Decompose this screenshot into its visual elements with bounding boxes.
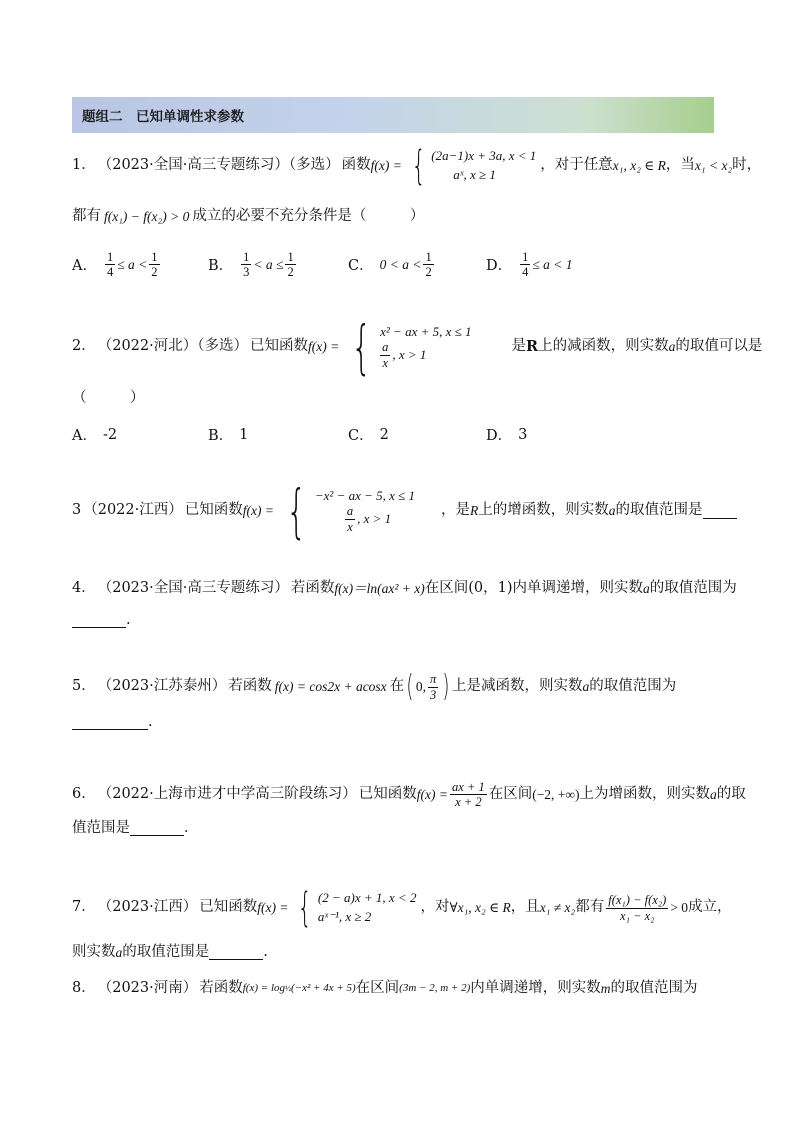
q3-var: a [608, 502, 616, 518]
q6-line2: 值范围是 [72, 820, 130, 836]
q3-piecewise: { −x² − ax − 5, x ≤ 1 $\frac{a}{x}$ , x > 1 [286, 477, 416, 545]
question-8-line-1 [72, 980, 697, 997]
q7-text-a: ，对 [420, 899, 450, 916]
question-5-line-1 [72, 669, 677, 704]
q3-case-2-den: x [347, 519, 353, 534]
q2-option-c[interactable] [348, 424, 389, 445]
q2-option-d-text: 3 [518, 426, 528, 443]
q6-interval: (−2, +∞) [532, 786, 580, 802]
q1-fx: f(x) = [370, 157, 402, 173]
q7-case-1: (2 − a)x + 1, x < 2 [317, 890, 417, 906]
q2-option-b-label: B． [208, 428, 234, 444]
q8-interval: (3m − 2, m + 2) [399, 982, 471, 995]
q4-end: . [126, 612, 131, 628]
q1-line2-prefix: 都有 [72, 208, 101, 224]
q5-end: . [148, 714, 153, 730]
q1-tail-b: ，当 [665, 157, 695, 174]
q6-text-c: 上为增函数，则实数 [579, 786, 711, 803]
q2-tail-c: 的取值可以是 [675, 338, 763, 355]
q8-text-a: 若函数 [199, 980, 243, 996]
q1-option-a-label: A． [72, 258, 97, 275]
q7-number: 7． [72, 899, 96, 916]
q2-option-b[interactable] [208, 424, 248, 445]
question-3-line-1 [72, 477, 737, 545]
q2-var: a [668, 338, 676, 354]
q7-frac-den: x₁ − x₂ [620, 908, 655, 923]
q1-vars: x₁, x₂ ∈ R [612, 157, 666, 173]
q8-number: 8． [72, 980, 96, 996]
q2-case-2-cond: , x > 1 [392, 347, 427, 362]
q1-option-d[interactable]: D． $\frac{1}{4}$ ≤ a < 1 [486, 250, 573, 280]
q5-var: a [582, 678, 590, 694]
q3-answer-blank[interactable] [703, 504, 737, 519]
q7-source: （2023·江西） [97, 899, 198, 916]
q2-case-1: x² − ax + 5, x ≤ 1 [380, 324, 472, 339]
q1-cond: x₁ < x₂ [694, 157, 733, 173]
q3-source: （2022·江西） [83, 502, 183, 519]
q5-source: （2023·江苏泰州） [97, 678, 227, 695]
q2-fx: f(x) = [308, 338, 340, 354]
q4-text-c: 的取值范围为 [649, 580, 737, 596]
q2-option-d[interactable] [486, 424, 527, 445]
q1-line2-math: f(x₁) − f(x₂) > 0 [104, 208, 190, 224]
section-title: 题组二 已知单调性求参数 [82, 109, 244, 125]
question-7-line-1 [72, 885, 732, 931]
q7-gt: > 0 [670, 899, 689, 915]
q7-text-d: 成立， [688, 899, 732, 916]
q3-R: R [470, 502, 479, 518]
q2-case-2-den: x [382, 355, 389, 370]
q4-text-a: 若函数 [290, 580, 335, 596]
q2-lead: 已知函数 [250, 338, 308, 355]
q1-option-c[interactable]: C． 0 < a < $\frac{1}{2}$ [348, 250, 432, 280]
q8-base: ½ [285, 983, 291, 993]
q1-option-b[interactable]: B． $\frac{1}{3}$ < a ≤ $\frac{1}{2}$ [208, 250, 294, 280]
q1-case-1: (2a−1)x + 3a, x < 1 [431, 148, 537, 164]
question-1-line-1 [72, 143, 762, 189]
q6-num-expr: ax + 1 [451, 780, 485, 794]
q5-text-a: 若函数 [228, 678, 272, 695]
q5-text-b: 在 [389, 678, 405, 695]
q5-three: 3 [430, 687, 437, 702]
q1-tail-a: ，对于任意 [540, 157, 613, 174]
q2-option-c-label: C． [348, 428, 374, 444]
q7-line2-a: 则实数 [72, 944, 116, 960]
q3-case-2-cond: , x > 1 [357, 511, 392, 526]
q2-number: 2． [72, 338, 96, 355]
q2-option-a[interactable] [72, 424, 117, 445]
q7-var: a [115, 944, 123, 960]
q5-answer-blank[interactable] [72, 715, 148, 730]
question-4-line-1 [72, 580, 737, 597]
q4-var: a [643, 580, 650, 596]
q1-line2-text: 成立的必要不充分条件是（ ） [192, 208, 425, 224]
q6-answer-blank[interactable] [130, 821, 184, 836]
q6-number: 6． [72, 786, 96, 803]
q7-text-b: ，且 [510, 899, 540, 916]
q5-text-d: 的取值范围为 [589, 678, 677, 695]
question-7-line-2 [72, 944, 268, 961]
q6-den-expr: x + 2 [455, 795, 482, 810]
question-1-line-2 [72, 208, 424, 225]
q1-lead: 函数 [341, 157, 371, 174]
q4-func: f(x)＝ln(ax² + x) [334, 580, 425, 596]
question-5-line-2 [72, 714, 153, 731]
question-4-line-2 [72, 612, 131, 629]
q3-case-1: −x² − ax − 5, x ≤ 1 [314, 488, 416, 503]
q7-fx: f(x) = [257, 899, 289, 915]
q3-fx: f(x) = [242, 502, 274, 518]
q1-piecewise: { (2a−1)x + 3a, x < 1 aˣ, x ≥ 1 [411, 143, 537, 189]
q4-text-b: 在区间(0，1)内单调递增，则实数 [424, 580, 643, 596]
q5-interval: ( 0, $\frac{\pi}{3}$ ) [406, 669, 450, 704]
q6-text-d: 的取 [716, 786, 746, 803]
q1-source: （2023·全国·高三专题练习）（多选） [97, 157, 340, 174]
question-2-line-1 [72, 313, 763, 381]
q5-pi: π [430, 672, 437, 687]
q6-end: ． [184, 820, 199, 836]
q8-source: （2023·河南） [97, 980, 198, 996]
q2-case-2-num: a [382, 340, 389, 355]
q7-frac-num: f(x₁) − f(x₂) [608, 893, 667, 908]
q2-R: R [526, 338, 539, 356]
q2-option-b-text: 1 [239, 426, 249, 443]
q5-interval-left: 0, [415, 678, 427, 694]
question-6-line-1 [72, 780, 746, 810]
q1-tail-c: 时， [732, 157, 762, 174]
q8-arg: (−x² + 4x + 5) [291, 982, 356, 995]
section-title-banner [72, 97, 714, 133]
q2-option-a-text: -2 [102, 426, 118, 443]
q8-text-d: 的取值范围为 [610, 980, 698, 996]
q2-option-a-label: A． [72, 428, 97, 444]
q8-var: m [600, 980, 611, 996]
q7-text-c: 都有 [575, 899, 605, 916]
q7-piecewise: { (2 − a)x + 1, x < 2 aˣ⁻¹, x ≥ 2 [298, 885, 417, 931]
q6-source: （2022·上海市进才中学高三阶段练习） [97, 786, 357, 803]
q8-text-c: 内单调递增，则实数 [470, 980, 601, 996]
q5-number: 5． [72, 678, 96, 695]
q7-case-2: aˣ⁻¹, x ≥ 2 [317, 909, 372, 924]
q7-end: . [263, 944, 268, 960]
q4-source: （2023·全国·高三专题练习） [97, 580, 289, 596]
q2-option-d-label: D． [486, 428, 513, 444]
q1-option-a[interactable]: A． $\frac{1}{4}$ ≤ a < $\frac{1}{2}$ [72, 250, 158, 280]
q6-text-b: 在区间 [488, 786, 533, 803]
q2-tail-a: 是 [511, 338, 527, 355]
q1-option-d-label: D． [486, 258, 513, 275]
q2-answer-paren: （ ） [72, 390, 145, 406]
q7-line2-b: 的取值范围是 [122, 944, 210, 960]
q3-tail-a: ，是 [441, 502, 471, 519]
q3-case-2-num: a [346, 504, 354, 519]
q3-tail-b: 上的增函数，则实数 [478, 502, 609, 519]
q7-neq: x₁ ≠ x₂ [539, 899, 576, 915]
q5-func: f(x) = cos2x + acosx [274, 678, 387, 694]
q1-option-c-label: C． [348, 258, 374, 275]
q7-answer-blank[interactable] [209, 945, 263, 960]
q4-number: 4． [72, 580, 96, 596]
q2-piecewise: { x² − ax + 5, x ≤ 1 $\frac{a}{x}$ , x > 1 [351, 313, 472, 381]
q4-answer-blank[interactable] [72, 613, 126, 628]
q7-forall: ∀x₁, x₂ ∈ R [449, 899, 511, 915]
q3-lead: 已知函数 [184, 502, 243, 519]
q7-lead: 已知函数 [199, 899, 258, 916]
q3-tail-c: 的取值范围是 [615, 502, 703, 519]
q8-func: f(x) = log [242, 982, 285, 995]
q6-var: a [710, 786, 717, 802]
q2-source: （2022·河北）（多选） [97, 338, 248, 355]
q1-case-2: aˣ, x ≥ 1 [453, 167, 496, 182]
q2-option-c-text: 2 [379, 426, 389, 443]
question-6-line-2 [72, 820, 199, 837]
q1-number: 1． [72, 157, 96, 174]
q8-text-b: 在区间 [355, 980, 400, 996]
q6-text-a: 已知函数 [358, 786, 417, 803]
q6-fx: f(x) = [416, 786, 448, 802]
q5-text-c: 上是减函数，则实数 [452, 678, 583, 695]
q1-option-b-label: B． [208, 258, 234, 275]
q2-tail-b: 上的减函数，则实数 [538, 338, 669, 355]
q3-number: 3 [72, 502, 82, 519]
